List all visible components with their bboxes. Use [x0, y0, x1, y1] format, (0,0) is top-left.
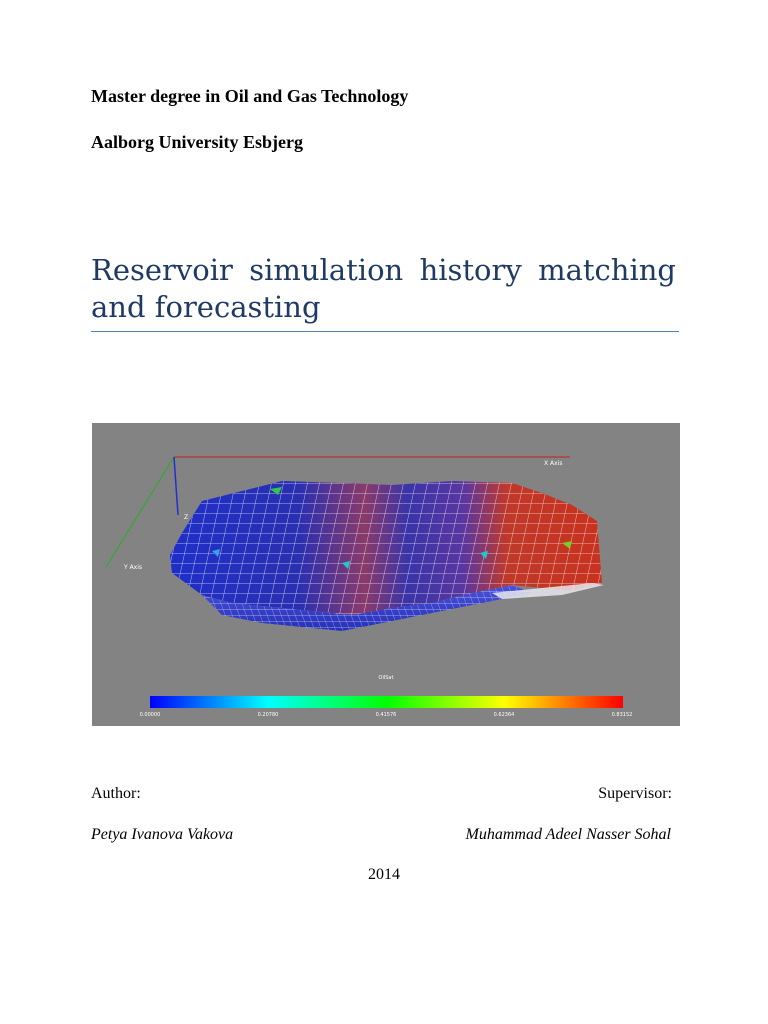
colorbar — [150, 696, 623, 708]
reservoir-surface — [170, 481, 604, 631]
author-name: Petya Ivanova Vakova — [91, 826, 234, 843]
supervisor-name: Muhammad Adeel Nasser Sohal — [465, 826, 671, 843]
colorbar-tick: 0.83152 — [611, 712, 633, 718]
colorbar-tick: 0.41576 — [375, 712, 397, 718]
author-label: Author: — [91, 785, 141, 802]
colorbar-tick: 0.00000 — [139, 712, 161, 718]
z-axis-line — [174, 457, 178, 515]
thesis-title: Reservoir simulation history matching and forecasting — [91, 253, 676, 324]
y-axis-label: Y Axis — [124, 564, 143, 571]
x-axis-label: X Axis — [544, 460, 563, 467]
z-axis-label: Z — [184, 514, 189, 521]
supervisor-label: Supervisor: — [598, 785, 672, 802]
university-name: Aalborg University Esbjerg — [91, 132, 303, 152]
title-underline — [91, 331, 679, 332]
y-axis-line — [106, 457, 174, 567]
colorbar-title: OilSat — [378, 675, 394, 681]
colorbar-tick: 0.62364 — [493, 712, 515, 718]
year: 2014 — [368, 866, 400, 883]
degree-title: Master degree in Oil and Gas Technology — [91, 86, 409, 106]
reservoir-model-render — [92, 423, 680, 726]
colorbar-tick: 0.20780 — [257, 712, 279, 718]
reservoir-model-figure — [92, 423, 680, 726]
